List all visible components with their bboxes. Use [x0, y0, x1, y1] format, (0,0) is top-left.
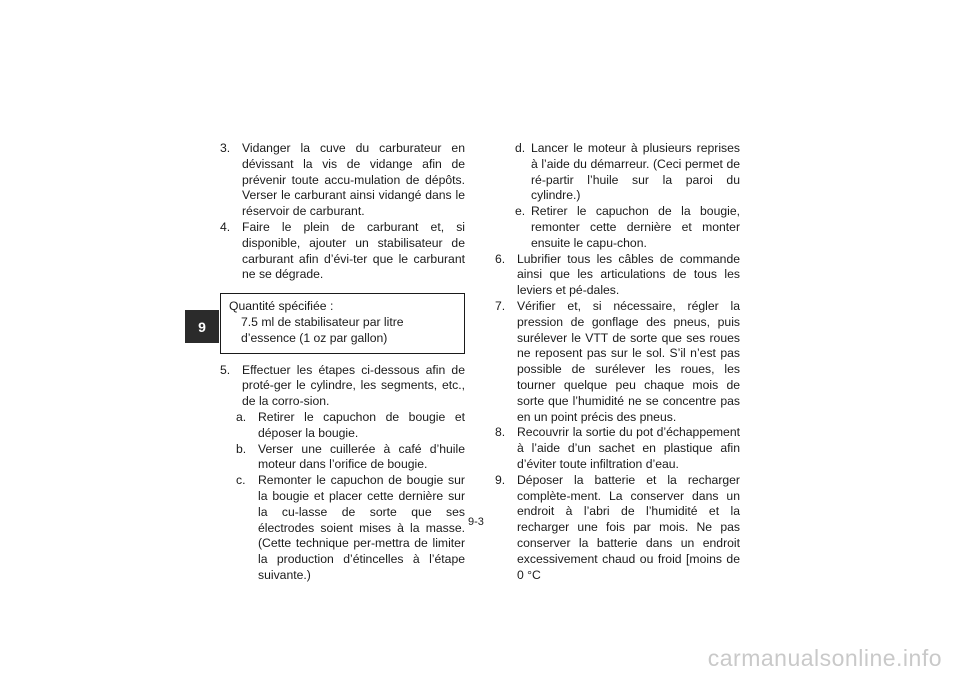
item-text: Recouvrir la sortie du pot d’échappement à l’aide d’un sachet en plastique afin d’éviter toute infiltration d’eau. [517, 425, 740, 471]
item-number: 5. [220, 362, 231, 377]
list-item [220, 220, 465, 283]
item-number: 8. [495, 425, 506, 440]
list-item [220, 363, 465, 410]
right-column [495, 141, 740, 583]
sub-item-text: Retirer le capuchon de la bougie, remonter cette dernière et monter ensuite le capu-chon. [531, 204, 740, 250]
sub-item [495, 204, 740, 251]
item-text: Déposer la batterie et la recharger complète-ment. La conserver dans un endroit à l’abri de l’humidité et la recharger une fois par mois. Ne pas conserver la batterie dans un endroit excessivement chaud ou froid [moins de 0 °C [517, 472, 740, 582]
item-text: Vidanger la cuve du carburateur en dévissant la vis de vidange afin de prévenir toute accu-mulation de dépôts. Verser le carburant ainsi vidangé dans le réservoir de carburant. [242, 141, 465, 219]
sub-item-letter: d. [515, 141, 526, 155]
sub-item-text: Retirer le capuchon de bougie et déposer la bougie. [258, 409, 465, 440]
item-text: Effectuer les étapes ci-dessous afin de proté-ger le cylindre, les segments, etc., de la corro-sion. [242, 362, 465, 409]
item-text: Lubrifier tous les câbles de commande ainsi que les articulations de tous les leviers et pé-dales. [517, 251, 740, 298]
list-item [220, 141, 465, 220]
spec-value: 7.5 ml de stabilisateur par litre d’essence (1 oz par gallon) [241, 314, 404, 345]
spec-box [220, 293, 465, 353]
item-number: 4. [220, 219, 231, 234]
item-number: 6. [495, 251, 506, 266]
item-number: 9. [495, 472, 506, 487]
sub-item-letter: a. [236, 409, 247, 424]
sub-item-letter: e. [515, 204, 526, 219]
sub-item-letter: c. [236, 473, 246, 488]
sub-item-text: Verser une cuillerée à café d’huile moteur dans l’orifice de bougie. [258, 441, 465, 472]
sub-item [495, 141, 740, 204]
sub-item [220, 473, 465, 584]
watermark-link[interactable]: carmanualsonline.info [707, 645, 942, 671]
sub-item-letter: b. [236, 441, 247, 456]
sub-item-text: Lancer le moteur à plusieurs reprises à l’aide du démarreur. (Ceci permet de ré-partir l’huile sur la paroi du cylindre.) [531, 141, 740, 203]
sub-item-text: Remonter le capuchon de bougie sur la bougie et placer cette dernière sur la cu-lasse de sorte que ses électrodes soient mises à la masse. (Cette technique per-mettra de limiter la production d’étincelles à l’étape suivante.) [258, 473, 465, 582]
list-item [495, 473, 740, 584]
sub-item [220, 442, 465, 474]
chapter-tab [185, 310, 219, 343]
sub-item [220, 410, 465, 442]
page-number: 9-3 [468, 516, 484, 528]
spec-label: Quantité spécifiée : [229, 299, 334, 314]
item-text: Vérifier et, si nécessaire, régler la pression de gonflage des pneus, puis surélever le VTT de sorte que ses roues ne reposent pas sur le sol. S’il n’est pas possible de surélever les roues, les tourner quelque peu chaque mois de sorte que l’humidité ne se concentre pas en un point précis des pneus. [517, 298, 740, 424]
list-item [495, 425, 740, 472]
chapter-tab-label: 9 [198, 318, 206, 335]
item-number: 7. [495, 298, 506, 313]
list-item [495, 252, 740, 299]
item-text: Faire le plein de carburant et, si disponible, ajouter un stabilisateur de carburant afin d’évi-ter que le carburant ne se dégrade. [242, 219, 465, 282]
item-number: 3. [220, 141, 231, 155]
left-column [220, 141, 465, 584]
list-item [495, 299, 740, 425]
